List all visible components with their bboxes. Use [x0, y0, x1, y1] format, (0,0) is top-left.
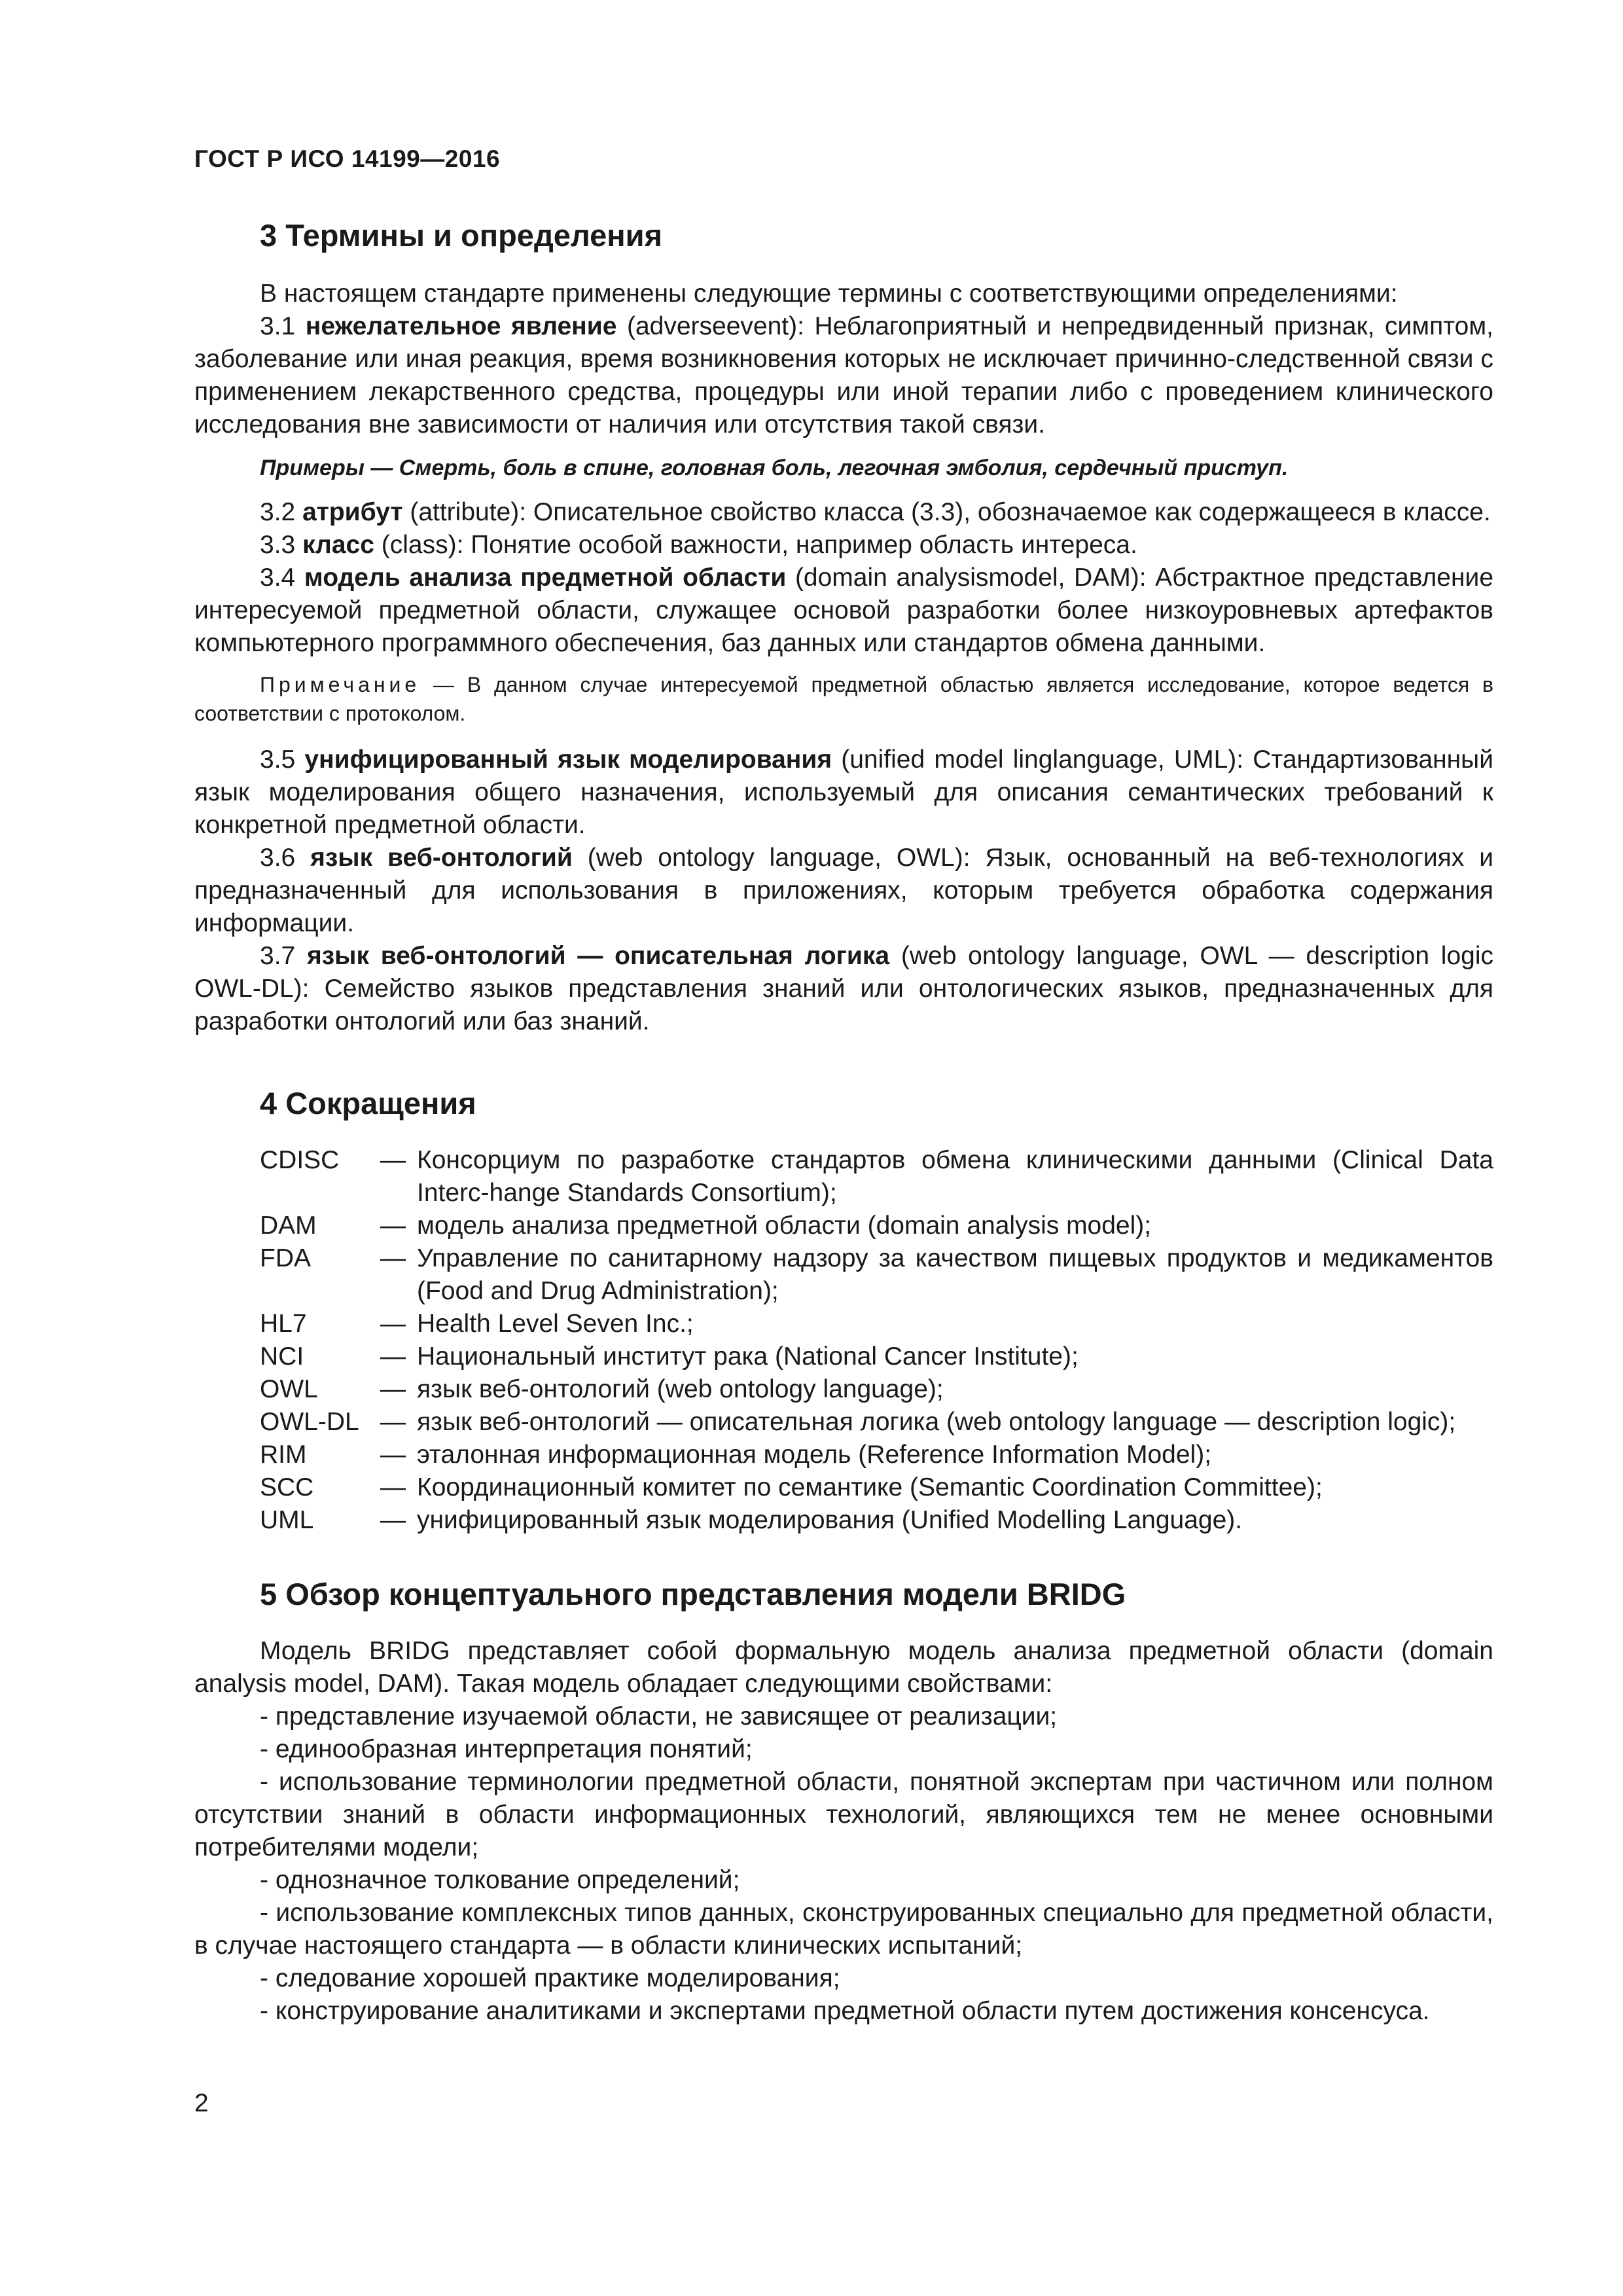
abbreviation-desc: Консорциум по разработке стандартов обмена клиническими данными (Clinical Data Interc-hange Standards Consortium);	[417, 1146, 1493, 1207]
abbreviation-row	[260, 1242, 1493, 1308]
abbreviation-code: HL7	[260, 1310, 307, 1338]
abbreviation-desc: Национальный институт рака (National Cancer Institute);	[417, 1342, 1079, 1371]
section-3-intro: В настоящем стандарте применены следующие термины с соответствующими определениями:	[260, 279, 1398, 308]
term-definition: (attribute): Описательное свойство класса (3.3), обозначаемое как содержащееся в классе.	[402, 498, 1491, 526]
term-3-2	[194, 496, 1493, 529]
abbreviation-row	[260, 1144, 1493, 1210]
term-name: язык веб-онтологий — описательная логика	[307, 942, 890, 970]
term-number: 3.2	[260, 498, 296, 526]
abbreviation-dash: —	[380, 1342, 406, 1371]
section-4-title: 4 Сокращения	[260, 1086, 476, 1121]
abbreviation-row	[260, 1439, 1493, 1471]
abbreviations-table	[260, 1144, 1493, 1537]
list-item: - единообразная интерпретация понятий;	[260, 1735, 753, 1763]
abbreviation-dash: —	[380, 1506, 406, 1534]
abbreviation-desc: эталонная информационная модель (Reference Information Model);	[417, 1441, 1212, 1469]
term-3-1	[194, 310, 1493, 441]
term-name: атрибут	[302, 498, 403, 526]
abbreviation-dash: —	[380, 1473, 406, 1501]
term-3-7	[194, 940, 1493, 1038]
example-text: Примеры — Смерть, боль в спине, головная боль, легочная эмболия, сердечный приступ.	[260, 456, 1289, 480]
note-body: — В данном случае интересуемой предметной областью является исследование, которое ведется в соответствии с протоколом.	[194, 673, 1493, 725]
list-item: - конструирование аналитиками и экспертами предметной области путем достижения консенсуса.	[260, 1997, 1430, 2025]
list-item: - следование хорошей практике моделирования;	[260, 1964, 840, 1992]
term-3-6	[194, 842, 1493, 940]
abbreviation-code: CDISC	[260, 1146, 340, 1174]
term-definition: (web ontology language, OWL): Язык, основанный на веб-технологиях и предназначенный для использования в приложениях, которым требуется обработка содержания информации.	[194, 844, 1493, 937]
abbreviation-dash: —	[380, 1375, 406, 1403]
term-definition: (adverseevent): Неблагоприятный и непредвиденный признак, симптом, заболевание или иная реакция, время возникновения которых не исключает причинно-следственной связи с применением лекарственного средства, процедуры или иной терапии либо с проведением клинического исследования вне зависимости от наличия или отсутствия такой связи.	[194, 312, 1494, 439]
term-3-5	[194, 744, 1493, 842]
abbreviation-dash: —	[380, 1310, 406, 1338]
list-item: - представление изучаемой области, не зависящее от реализации;	[260, 1702, 1058, 1731]
term-definition: (web ontology language, OWL — description logic OWL-DL): Семейство языков представления знаний или онтологических языков, предназначенных для разработки онтологий или баз знаний.	[194, 942, 1493, 1035]
abbreviation-code: DAM	[260, 1211, 317, 1240]
abbreviation-desc: Health Level Seven Inc.;	[417, 1310, 694, 1338]
abbreviation-row	[260, 1504, 1493, 1537]
term-name: класс	[302, 531, 374, 559]
abbreviation-dash: —	[380, 1211, 406, 1240]
term-number: 3.6	[260, 844, 296, 872]
abbreviation-row	[260, 1373, 1493, 1406]
page-number: 2	[194, 2089, 209, 2117]
term-definition: (unified model linglanguage, UML): Стандартизованный язык моделирования общего назначения, используемый для описания семантических требований к конкретной предметной области.	[194, 745, 1493, 839]
abbreviation-code: OWL	[260, 1375, 318, 1403]
abbreviation-code: SCC	[260, 1473, 314, 1501]
abbreviation-desc: язык веб-онтологий (web ontology language);	[417, 1375, 944, 1403]
term-name: язык веб-онтологий	[310, 844, 573, 872]
note-label: Примечание	[260, 673, 421, 696]
term-name: нежелательное явление	[305, 312, 617, 340]
abbreviation-dash: —	[380, 1441, 406, 1469]
term-name: модель анализа предметной области	[304, 564, 787, 592]
abbreviation-row	[260, 1406, 1493, 1439]
page-content	[194, 216, 1493, 2028]
abbreviation-desc: язык веб-онтологий — описательная логика (web ontology language — description logic);	[417, 1408, 1456, 1436]
term-definition: (domain analysismodel, DAM): Абстрактное представление интересуемой предметной области, служащее основой разработки более низкоуровневых артефактов компьютерного программного обеспечения, баз данных или стандартов обмена данными.	[194, 564, 1494, 657]
abbreviation-code: NCI	[260, 1342, 304, 1371]
abbreviation-desc: Координационный комитет по семантике (Semantic Coordination Committee);	[417, 1473, 1323, 1501]
abbreviation-desc: модель анализа предметной области (domain analysis model);	[417, 1211, 1152, 1240]
term-number: 3.4	[260, 564, 296, 592]
term-3-4	[194, 562, 1493, 660]
abbreviation-dash: —	[380, 1408, 406, 1436]
list-item: - использование терминологии предметной области, понятной экспертам при частичном или полном отсутствии знаний в области информационных технологий, являющихся тем не менее основными потребителями модели;	[194, 1768, 1493, 1861]
term-number: 3.7	[260, 942, 296, 970]
section-5-title: 5 Обзор концептуального представления модели BRIDG	[260, 1577, 1126, 1611]
abbreviation-row	[260, 1471, 1493, 1504]
term-name: унифицированный язык моделирования	[304, 745, 832, 774]
abbreviation-dash: —	[380, 1146, 406, 1174]
properties-list	[194, 1700, 1493, 2028]
list-item: - использование комплексных типов данных, сконструированных специально для предметной области, в случае настоящего стандарта — в области клинических испытаний;	[194, 1899, 1493, 1960]
abbreviation-row	[260, 1210, 1493, 1242]
abbreviation-code: OWL-DL	[260, 1408, 359, 1436]
section-5-intro: Модель BRIDG представляет собой формальную модель анализа предметной области (domain analysis model, DAM). Такая модель обладает следующими свойствами:	[194, 1637, 1493, 1698]
abbreviation-dash: —	[380, 1244, 406, 1272]
term-definition: (class): Понятие особой важности, например область интереса.	[374, 531, 1137, 559]
abbreviation-row	[260, 1308, 1493, 1340]
term-number: 3.5	[260, 745, 296, 774]
document-header: ГОСТ Р ИСО 14199—2016	[194, 145, 501, 172]
abbreviation-code: FDA	[260, 1244, 311, 1272]
term-number: 3.3	[260, 531, 296, 559]
abbreviation-desc: Управление по санитарному надзору за качеством пищевых продуктов и медикаментов (Food and Drug Administration);	[417, 1244, 1493, 1305]
abbreviation-row	[260, 1340, 1493, 1373]
list-item: - однозначное толкование определений;	[260, 1866, 740, 1894]
abbreviation-code: UML	[260, 1506, 314, 1534]
term-number: 3.1	[260, 312, 296, 340]
section-3-title: 3 Термины и определения	[260, 218, 662, 253]
abbreviation-desc: унифицированный язык моделирования (Unified Modelling Language).	[417, 1506, 1243, 1534]
term-3-3	[194, 529, 1493, 562]
abbreviation-code: RIM	[260, 1441, 307, 1469]
note-text	[194, 670, 1493, 728]
